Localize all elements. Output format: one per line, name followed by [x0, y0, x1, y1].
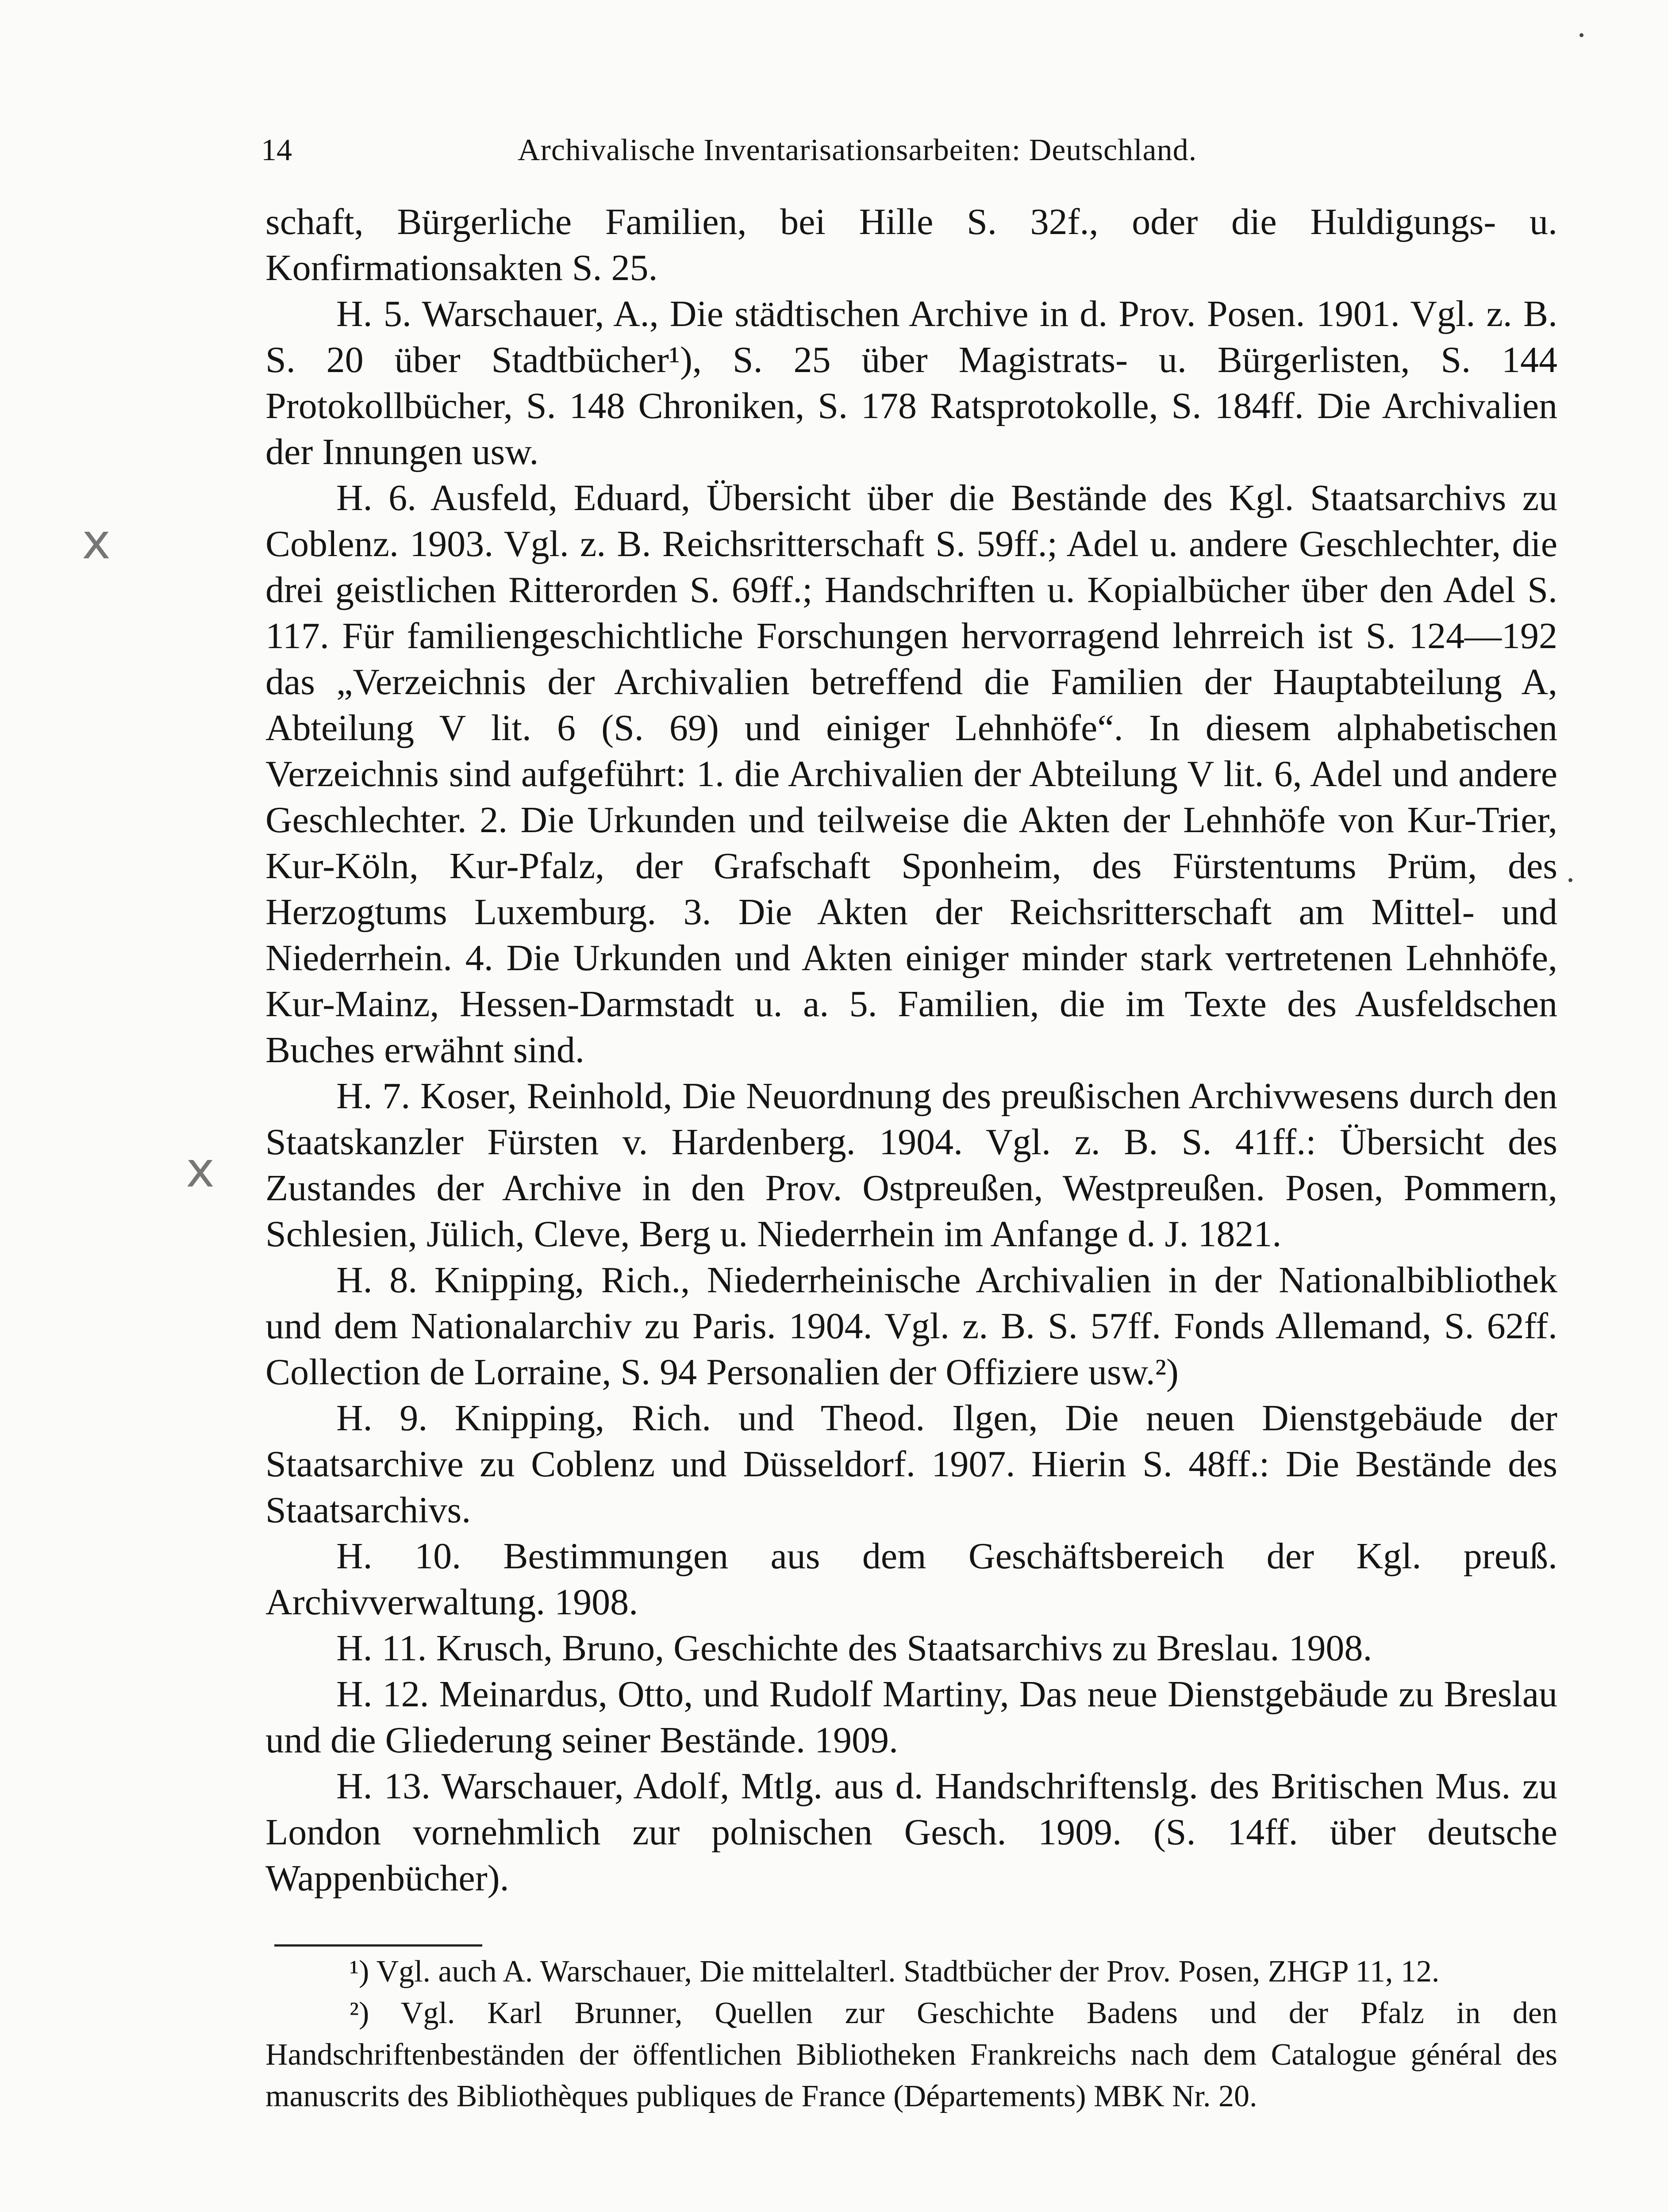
margin-speck — [1580, 33, 1583, 37]
running-head: Archivalische Inventarisationsarbeiten: Deutschland. — [518, 133, 1197, 167]
footnote-2: ²) Vgl. Karl Brunner, Quellen zur Geschichte Badens und der Pfalz in den Handschriftenbeständen der öffentlichen Bibliotheken Frankreichs nach dem Catalogue général des manuscrits des Bibliothèques publiques de France (Départements) MBK Nr. 20. — [265, 1996, 1557, 2113]
entry-h9: H. 9. Knipping, Rich. und Theod. Ilgen, Die neuen Dienstgebäude der Staatsarchive zu Coblenz und Düsseldorf. 1907. Hierin S. 48ff.: Die Bestände des Staatsarchivs. — [265, 1398, 1557, 1531]
paragraph-continuation: schaft, Bürgerliche Familien, bei Hille S. 32f., oder die Huldigungs- u. Konfirmationsakten S. 25. — [265, 201, 1557, 288]
footnotes — [265, 1951, 1557, 2117]
page-number: 14 — [261, 133, 292, 167]
margin-pencil-mark: x — [82, 513, 111, 570]
margin-pencil-mark: x — [186, 1141, 215, 1198]
footnote-divider — [274, 1944, 482, 1947]
page-header — [261, 133, 1557, 181]
margin-speck — [1568, 878, 1572, 882]
entry-h11: H. 11. Krusch, Bruno, Geschichte des Staatsarchivs zu Breslau. 1908. — [336, 1628, 1372, 1669]
entry-h5: H. 5. Warschauer, A., Die städtischen Archive in d. Prov. Posen. 1901. Vgl. z. B. S. 20 über Stadtbücher¹), S. 25 über Magistrats- u. Bürgerlisten, S. 144 Protokollbücher, S. 148 Chroniken, S. 178 Ratsprotokolle, S. 184ff. Die Archivalien der Innungen usw. — [265, 293, 1557, 472]
entry-h12: H. 12. Meinardus, Otto, und Rudolf Martiny, Das neue Dienstgebäude zu Breslau und die Gliederung seiner Bestände. 1909. — [265, 1674, 1557, 1761]
footnote-1: ¹) Vgl. auch A. Warschauer, Die mittelalterl. Stadtbücher der Prov. Posen, ZHGP 11, 12. — [350, 1955, 1440, 1989]
entry-h8: H. 8. Knipping, Rich., Niederrheinische Archivalien in der Nationalbibliothek und dem Nationalarchiv zu Paris. 1904. Vgl. z. B. S. 57ff. Fonds Allemand, S. 62ff. Collection de Lorraine, S. 94 Personalien der Offiziere usw.²) — [265, 1260, 1557, 1393]
entry-h6: H. 6. Ausfeld, Eduard, Übersicht über die Bestände des Kgl. Staatsarchivs zu Coblenz. 1903. Vgl. z. B. Reichsritterschaft S. 59ff.; Adel u. andere Geschlechter, die drei geistlichen Ritterorden S. 69ff.; Handschriften u. Kopialbücher über den Adel S. 117. Für familiengeschichtliche Forschungen hervorragend lehrreich ist S. 124—192 das „Verzeichnis der Archivalien betreffend die Familien der Hauptabteilung A, Abteilung V lit. 6 (S. 69) und einiger Lehnhöfe“. In diesem alphabetischen Verzeichnis sind aufgeführt: 1. die Archivalien der Abteilung V lit. 6, Adel und andere Geschlechter. 2. Die Urkunden und teilweise die Akten der Lehnhöfe von Kur-Trier, Kur-Köln, Kur-Pfalz, der Grafschaft Sponheim, des Fürstentums Prüm, des Herzogtums Luxemburg. 3. Die Akten der Reichsritterschaft am Mittel- und Niederrhein. 4. Die Urkunden und Akten einiger minder stark vertretenen Lehnhöfe, Kur-Mainz, Hessen-Darmstadt u. a. 5. Familien, die im Texte des Ausfeldschen Buches erwähnt sind. — [265, 477, 1557, 1071]
body-text — [265, 199, 1557, 1901]
entry-h10: H. 10. Bestimmungen aus dem Geschäftsbereich der Kgl. preuß. Archivverwaltung. 1908. — [265, 1536, 1557, 1623]
entry-h13: H. 13. Warschauer, Adolf, Mtlg. aus d. Handschriftenslg. des Britischen Mus. zu London vornehmlich zur polnischen Gesch. 1909. (S. 14ff. über deutsche Wappenbücher). — [265, 1766, 1557, 1899]
entry-h7: H. 7. Koser, Reinhold, Die Neuordnung des preußischen Archivwesens durch den Staatskanzler Fürsten v. Hardenberg. 1904. Vgl. z. B. S. 41ff.: Übersicht des Zustandes der Archive in den Prov. Ostpreußen, Westpreußen. Posen, Pommern, Schlesien, Jülich, Cleve, Berg u. Niederrhein im Anfange d. J. 1821. — [265, 1075, 1557, 1255]
